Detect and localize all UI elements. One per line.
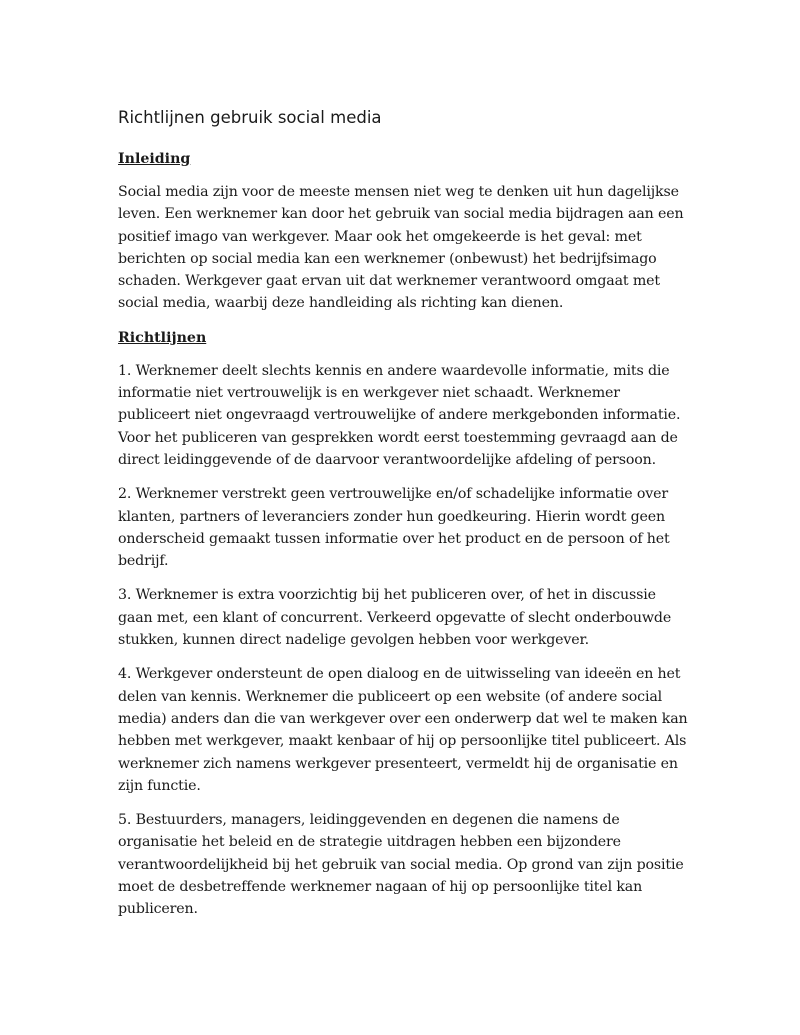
section-heading-inleiding: Inleiding [118,151,191,167]
section-richtlijnen [118,327,690,921]
guideline-4: 4. Werkgever ondersteunt de open dialoog en de uitwisseling van ideeën en het delen van kennis. Werknemer die publiceert op een website (of andere social media) anders dan die van werkgever over een onderwerp dat wel te maken kan hebben met werkgever, maakt kenbaar of hij op persoonlijke titel publiceert. Als werknemer zich namens werkgever presenteert, vermeldt hij de organisatie en zijn functie. [118,666,688,794]
section-heading-richtlijnen: Richtlijnen [118,329,207,346]
document-title: Richtlijnen gebruik social media [118,108,382,127]
section-inleiding [118,148,690,315]
guideline-5: 5. Bestuurders, managers, leidinggevenden en degenen die namens de organisatie het beleid en de strategie uitdragen hebben een bijzondere verantwoordelijkheid bij het gebruik van social media. Op grond van zijn positie moet de desbetreffende werknemer nagaan of hij op persoonlijke titel kan publiceren. [118,812,684,918]
document-page [118,106,690,933]
guideline-3: 3. Werknemer is extra voorzichtig bij het publiceren over, of het in discussie gaan met, een klant of concurrent. Verkeerd opgevatte of slecht onderbouwde stukken, kunnen direct nadelige gevolgen hebben voor werkgever. [118,587,672,649]
paragraph-inleiding: Social media zijn voor de meeste mensen niet weg te denken uit hun dagelijkse leven. Een werknemer kan door het gebruik van social media bijdragen aan een positief imago van werkgever. Maar ook het omgekeerde is het geval: met berichten op social media kan een werknemer (onbewust) het bedrijfsimago schaden. Werkgever gaat ervan uit dat werknemer verantwoord omgaat met social media, waarbij deze handleiding als richting kan dienen. [118,184,684,312]
guideline-2: 2. Werknemer verstrekt geen vertrouwelijke en/of schadelijke informatie over klanten, partners of leveranciers zonder hun goedkeuring. Hierin wordt geen onderscheid gemaakt tussen informatie over het product en de persoon of het bedrijf. [118,486,670,570]
guideline-1: 1. Werknemer deelt slechts kennis en andere waardevolle informatie, mits die informatie niet vertrouwelijk is en werkgever niet schaadt. Werknemer publiceert niet ongevraagd vertrouwelijke of andere merkgebonden informatie. Voor het publiceren van gesprekken wordt eerst toestemming gevraagd aan de direct leidinggevende of de daarvoor verantwoordelijke afdeling of persoon. [118,362,681,468]
